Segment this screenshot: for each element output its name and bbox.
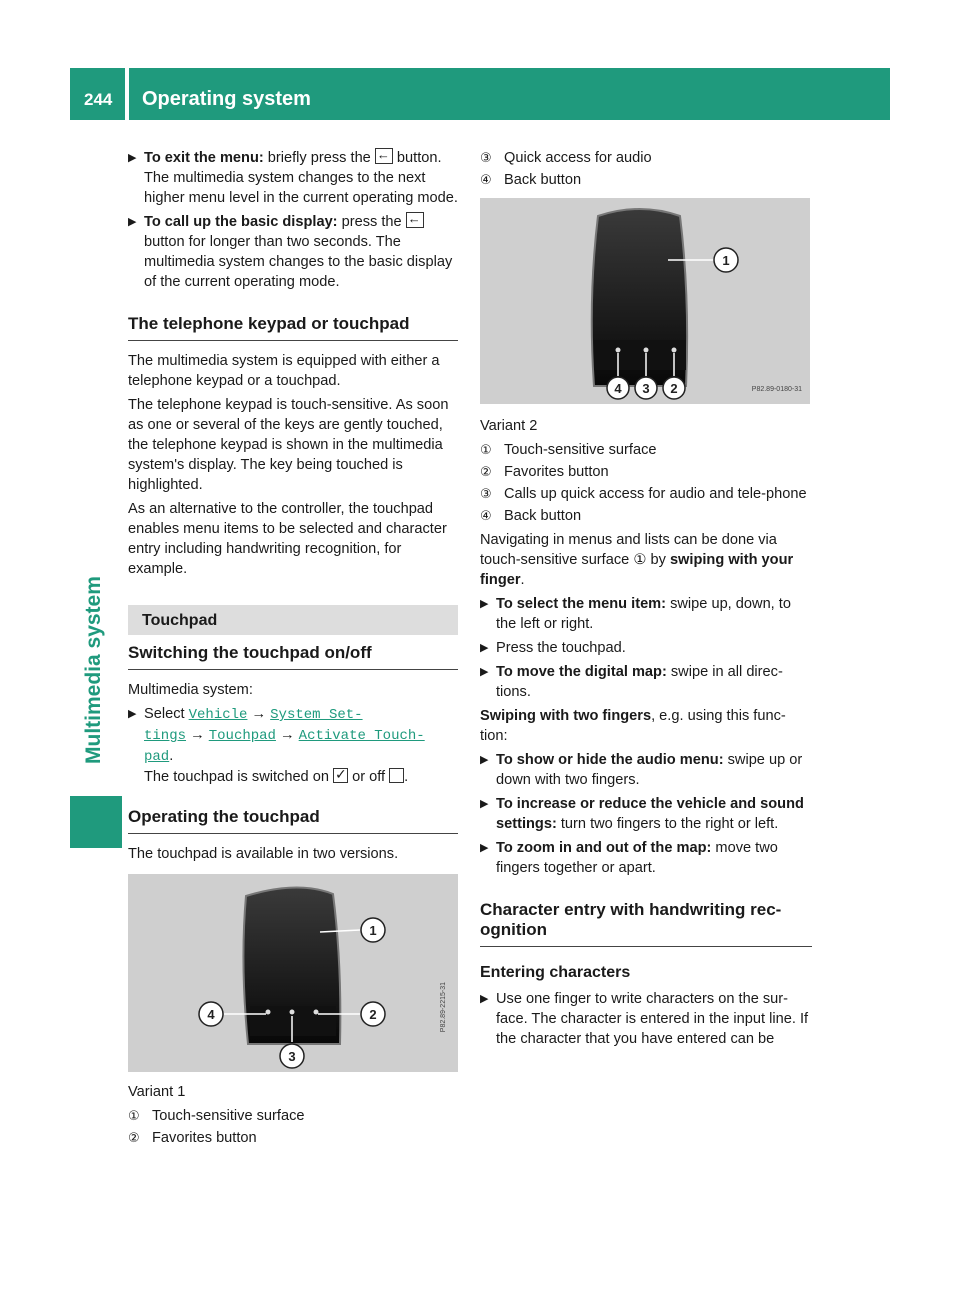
step-arrow-icon: ▶	[128, 216, 137, 228]
legend-item: ① Touch-sensitive surface	[128, 1108, 305, 1124]
svg-text:1: 1	[722, 253, 730, 268]
checkbox-empty-icon	[389, 768, 404, 783]
step-arrow-icon: ▶	[480, 598, 489, 610]
step-arrow-icon: ▶	[128, 152, 137, 164]
svg-text:2: 2	[369, 1007, 377, 1022]
legend-item: ② Favorites button	[128, 1130, 257, 1146]
paragraph: The multimedia system is equipped with either a telephone keypad or a touchpad.	[128, 353, 440, 389]
step-select-path: ▶ Select Vehicle → System Set‐ tings → Touchpad → Activate Touch‐ pad. The touchpad is switched on ✓ or off .	[128, 704, 458, 787]
page-number: 244	[84, 90, 113, 109]
step-press-touchpad: ▶ Press the touchpad.	[480, 640, 626, 656]
svg-text:4: 4	[207, 1007, 215, 1022]
back-button-icon	[406, 212, 424, 228]
paragraph: Navigating in menus and lists can be done via touch-sensitive surface ① by swiping with your finger.	[480, 532, 794, 588]
paragraph: The telephone keypad is touch-sensitive. As soon as one or several of the keys are gently touched, the telephone keypad is shown in the multimedia system's display. The key being touched is highlighted.	[128, 397, 449, 493]
step-vehicle-sound: ▶ To increase or reduce the vehicle and sound settings: turn two fingers to the right or left.	[480, 796, 804, 832]
right-column	[480, 148, 812, 1053]
step-arrow-icon: ▶	[128, 708, 137, 720]
menu-vehicle-link[interactable]: Vehicle	[188, 707, 248, 723]
heading-switching-touchpad: Switching the touchpad on/off	[128, 643, 458, 670]
step-exit-menu: ▶ To exit the menu: briefly press the ← button. The multimedia system changes to the next higher menu level in the current operating mode.	[128, 148, 458, 208]
step-move-map: ▶ To move the digital map: swipe in all direc-tions.	[480, 664, 783, 700]
multimedia-label: Multimedia system:	[128, 682, 253, 698]
heading-entering-characters: Entering characters	[480, 964, 631, 981]
figure-code: P82.89-0180-31	[751, 386, 802, 393]
step-arrow-icon: ▶	[480, 642, 489, 654]
figure-code: P82.89-2215-31	[440, 981, 447, 1032]
step-arrow-icon: ▶	[480, 666, 489, 678]
legend-item: ② Favorites button	[480, 464, 609, 480]
paragraph: As an alternative to the controller, the touchpad enables menu items to be selected and character entry including handwriting recognition, for example.	[128, 501, 447, 577]
touchpad-variant2-drawing	[480, 198, 810, 404]
section-label: Multimedia system	[82, 576, 105, 764]
heading-operating-touchpad: Operating the touchpad	[128, 807, 458, 834]
header-separator	[125, 68, 129, 120]
step-arrow-icon: ▶	[480, 842, 489, 854]
heading-keypad-touchpad: The telephone keypad or touchpad	[128, 314, 458, 341]
menu-system-settings-link[interactable]: System Set‐	[270, 707, 363, 723]
legend-item: ③ Calls up quick access for audio and tele-phone	[480, 486, 807, 502]
page-title: Operating system	[142, 88, 311, 110]
section-tab	[70, 120, 122, 1240]
heading-character-entry: Character entry with handwriting rec-ognition	[480, 900, 812, 947]
menu-activate-touchpad-link[interactable]: Activate Touch‐	[298, 728, 425, 744]
left-column	[128, 148, 458, 1150]
svg-text:3: 3	[288, 1049, 296, 1064]
legend-item: ④ Back button	[480, 508, 582, 524]
back-button-icon	[375, 148, 393, 164]
section-marker	[70, 796, 122, 848]
step-zoom-map: ▶ To zoom in and out of the map: move two fingers together or apart.	[480, 840, 778, 876]
paragraph: The touchpad is available in two versions.	[128, 846, 399, 862]
legend-item: ③ Quick access for audio	[480, 150, 652, 166]
step-arrow-icon: ▶	[480, 993, 489, 1005]
svg-text:4: 4	[614, 381, 622, 396]
svg-text:3: 3	[642, 381, 650, 396]
touchpad-variant1-image	[128, 874, 458, 1072]
step-write-characters: ▶ Use one finger to write characters on the sur-face. The character is entered in the input line. If the character that you have entered can be	[480, 991, 809, 1047]
legend-item: ④ Back button	[480, 172, 582, 188]
paragraph: Swiping with two fingers, e.g. using this func-tion:	[480, 708, 786, 744]
touchpad-variant2-image	[480, 198, 810, 404]
svg-text:1: 1	[369, 923, 377, 938]
checkbox-checked-icon	[333, 768, 348, 783]
page-header	[70, 68, 890, 120]
step-audio-menu: ▶ To show or hide the audio menu: swipe up or down with two fingers.	[480, 752, 803, 788]
section-bar-touchpad: Touchpad	[128, 605, 458, 635]
legend-item: ① Touch-sensitive surface	[480, 442, 657, 458]
menu-touchpad-link[interactable]: Touchpad	[208, 728, 276, 744]
variant-label: Variant 1	[128, 1084, 186, 1100]
step-arrow-icon: ▶	[480, 754, 489, 766]
svg-text:2: 2	[670, 381, 678, 396]
step-select-item: ▶ To select the menu item: swipe up, down, to the left or right.	[480, 596, 791, 632]
touchpad-variant1-drawing	[128, 874, 458, 1072]
variant-label: Variant 2	[480, 418, 538, 434]
step-arrow-icon: ▶	[480, 798, 489, 810]
step-basic-display: ▶ To call up the basic display: press the ← button for longer than two seconds. The multimedia system changes to the basic display of the current operating mode.	[128, 212, 458, 292]
